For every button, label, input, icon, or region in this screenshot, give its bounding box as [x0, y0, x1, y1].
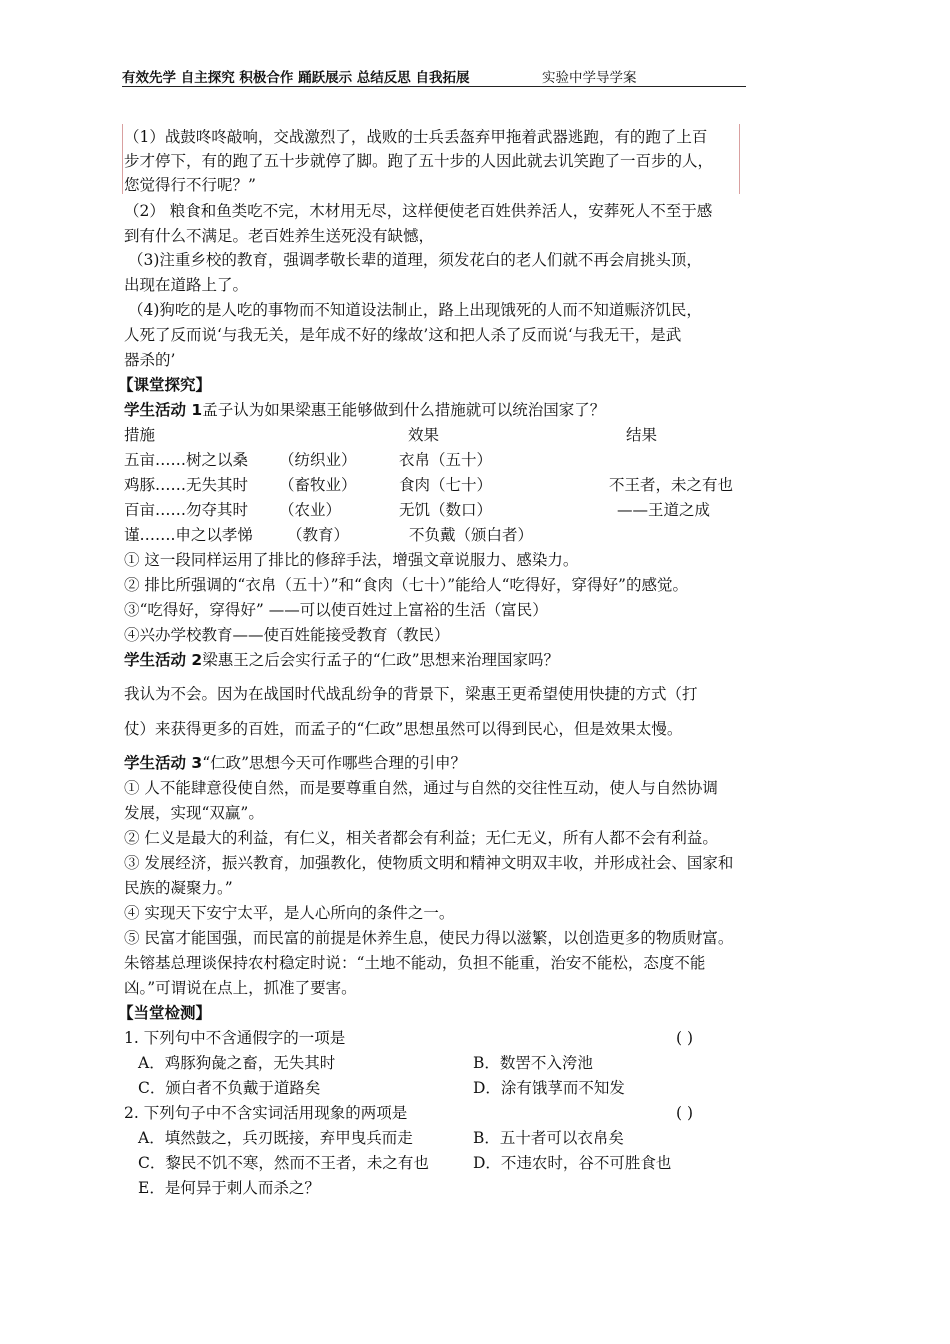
activity-2-label: 学生活动 2 — [124, 651, 203, 669]
activity-2-answer: 我认为不会。因为在战国时代战乱纷争的背景下，梁惠王更希望使用快捷的方式（打 — [124, 685, 698, 703]
measure-cell: 谨…….申之以孝悌 — [124, 526, 253, 544]
test-question-1: 1. 下列句中不含通假字的一项是 — [124, 1029, 346, 1047]
option-a: A．填然鼓之，兵刃既接，弃甲曳兵而走 — [138, 1129, 413, 1147]
header-school: 实验中学导学案 — [542, 70, 637, 86]
activity-2-answer: 仗）来获得更多的百姓，而孟子的“仁政”思想虽然可以得到民心，但是效果太慢。 — [124, 720, 683, 738]
effect-cell: 衣帛（五十） — [399, 451, 493, 469]
option-a: A．鸡豚狗彘之畜，无失其时 — [138, 1054, 336, 1072]
analysis-point: ① 这一段同样运用了排比的修辞手法，增强文章说服力、感染力。 — [124, 551, 579, 569]
activity-3-label: 学生活动 3 — [124, 754, 203, 772]
activity-3-point: ① 人不能肆意役使自然，而是要尊重自然，通过与自然的交往性互动，使人与自然协调 — [124, 779, 718, 797]
result-cell: 不王者，未之有也 — [609, 476, 734, 494]
effect-cell: 食肉（七十） — [399, 476, 493, 494]
answer-1-line: （1）战鼓咚咚敲响，交战激烈了，战败的士兵丢盔弃甲拖着武器逃跑，有的跑了上百 — [124, 128, 708, 146]
option-b: B．五十者可以衣帛矣 — [473, 1129, 624, 1147]
industry-cell: （畜牧业） — [279, 476, 357, 494]
activity-3-point: 凶。”可谓说在点上，抓准了要害。 — [124, 979, 357, 997]
option-d: D．涂有饿莩而不知发 — [473, 1079, 625, 1097]
header-motto: 有效先学 自主探究 积极合作 踊跃展示 总结反思 自我拓展 — [122, 70, 470, 86]
activity-3-point: ④ 实现天下安宁太平，是人心所向的条件之一。 — [124, 904, 455, 922]
answer-4-line: （4)狗吃的是人吃的事物而不知道设法制止，路上出现饿死的人而不知道赈济饥民， — [128, 301, 702, 319]
industry-cell: （纺织业） — [279, 451, 357, 469]
activity-3-point: 发展，实现“双赢”。 — [124, 804, 264, 822]
answer-4-line: 人死了反而说‘与我无关，是年成不好的缘故’这和把人杀了反而说‘与我无干，是武 — [124, 326, 682, 344]
answer-1-line: 您觉得行不行呢？” — [124, 176, 256, 194]
margin-mark — [739, 124, 740, 194]
option-d: D．不违农时，谷不可胜食也 — [473, 1154, 672, 1172]
answer-3-line: （3)注重乡校的教育，强调孝敬长辈的道理，须发花白的老人们就不再会肩挑头顶， — [128, 251, 702, 269]
column-header-measure: 措施 — [124, 426, 156, 444]
activity-3-point: 民族的凝聚力。” — [124, 879, 233, 897]
measure-cell: 五亩……树之以桑 — [124, 451, 249, 469]
measure-cell: 百亩……勿夺其时 — [124, 501, 249, 519]
result-cell: ——王道之成 — [617, 501, 711, 519]
column-header-result: 结果 — [626, 426, 658, 444]
column-header-effect: 效果 — [408, 426, 440, 444]
margin-mark — [122, 124, 123, 194]
effect-cell: 不负戴（颁白者） — [409, 526, 534, 544]
section-title-test: 【当堂检测】 — [118, 1004, 212, 1022]
activity-3-point: ③ 发展经济，振兴教育，加强教化，使物质文明和精神文明双丰收，并形成社会、国家和 — [124, 854, 734, 872]
activity-3-point: ② 仁义是最大的利益，有仁义，相关者都会有利益；无仁无义，所有人都不会有利益。 — [124, 829, 718, 847]
measure-cell: 鸡豚……无失其时 — [124, 476, 249, 494]
page-header — [122, 66, 746, 87]
answer-4-line: 器杀的’ — [124, 351, 176, 369]
activity-1-question — [124, 400, 605, 420]
activity-3-point: ⑤ 民富才能国强，而民富的前提是休养生息，使民力得以滋繁，以创造更多的物质财富。 — [124, 929, 734, 947]
answer-2-line: （2） 粮食和鱼类吃不完，木材用无尽，这样便使老百姓供养活人，安葬死人不至于感 — [124, 202, 713, 220]
analysis-point: ④兴办学校教育——使百姓能接受教育（教民） — [124, 626, 450, 644]
answer-blank: ( ) — [676, 1029, 694, 1047]
option-c: C．黎民不饥不寒，然而不王者，未之有也 — [138, 1154, 429, 1172]
analysis-point: ③“吃得好，穿得好” ——可以使百姓过上富裕的生活（富民） — [124, 601, 548, 619]
option-e: E．是何异于刺人而杀之？ — [138, 1179, 320, 1197]
activity-2-question — [124, 650, 559, 670]
analysis-point: ② 排比所强调的“衣帛（五十）”和“食肉（七十）”能给人“吃得好，穿得好”的感觉。 — [124, 576, 688, 594]
activity-3-text: “仁政”思想今天可作哪些合理的引申？ — [202, 754, 467, 772]
answer-blank: ( ) — [676, 1104, 694, 1122]
answer-3-line: 出现在道路上了。 — [124, 276, 249, 294]
test-question-2: 2. 下列句子中不含实词活用现象的两项是 — [124, 1104, 408, 1122]
activity-3-question — [124, 753, 466, 773]
activity-2-text: 梁惠王之后会实行孟子的“仁政”思想来治理国家吗？ — [202, 651, 560, 669]
activity-3-point: 朱镕基总理谈保持农村稳定时说：“土地不能动，负担不能重，治安不能松，态度不能 — [124, 954, 706, 972]
answer-2-line: 到有什么不满足。老百姓养生送死没有缺憾， — [124, 227, 435, 245]
option-c: C．颁白者不负戴于道路矣 — [138, 1079, 321, 1097]
answer-1-line: 步才停下，有的跑了五十步就停了脚。跑了五十步的人因此就去讥笑跑了一百步的人， — [124, 152, 714, 170]
activity-1-text: 孟子认为如果梁惠王能够做到什么措施就可以统治国家了？ — [202, 401, 606, 419]
industry-cell: （农业） — [279, 501, 342, 519]
option-b: B．数罟不入洿池 — [473, 1054, 593, 1072]
section-title-explore: 【课堂探究】 — [118, 376, 212, 394]
effect-cell: 无饥（数口） — [399, 501, 493, 519]
industry-cell: （教育） — [287, 526, 350, 544]
activity-1-label: 学生活动 1 — [124, 401, 203, 419]
